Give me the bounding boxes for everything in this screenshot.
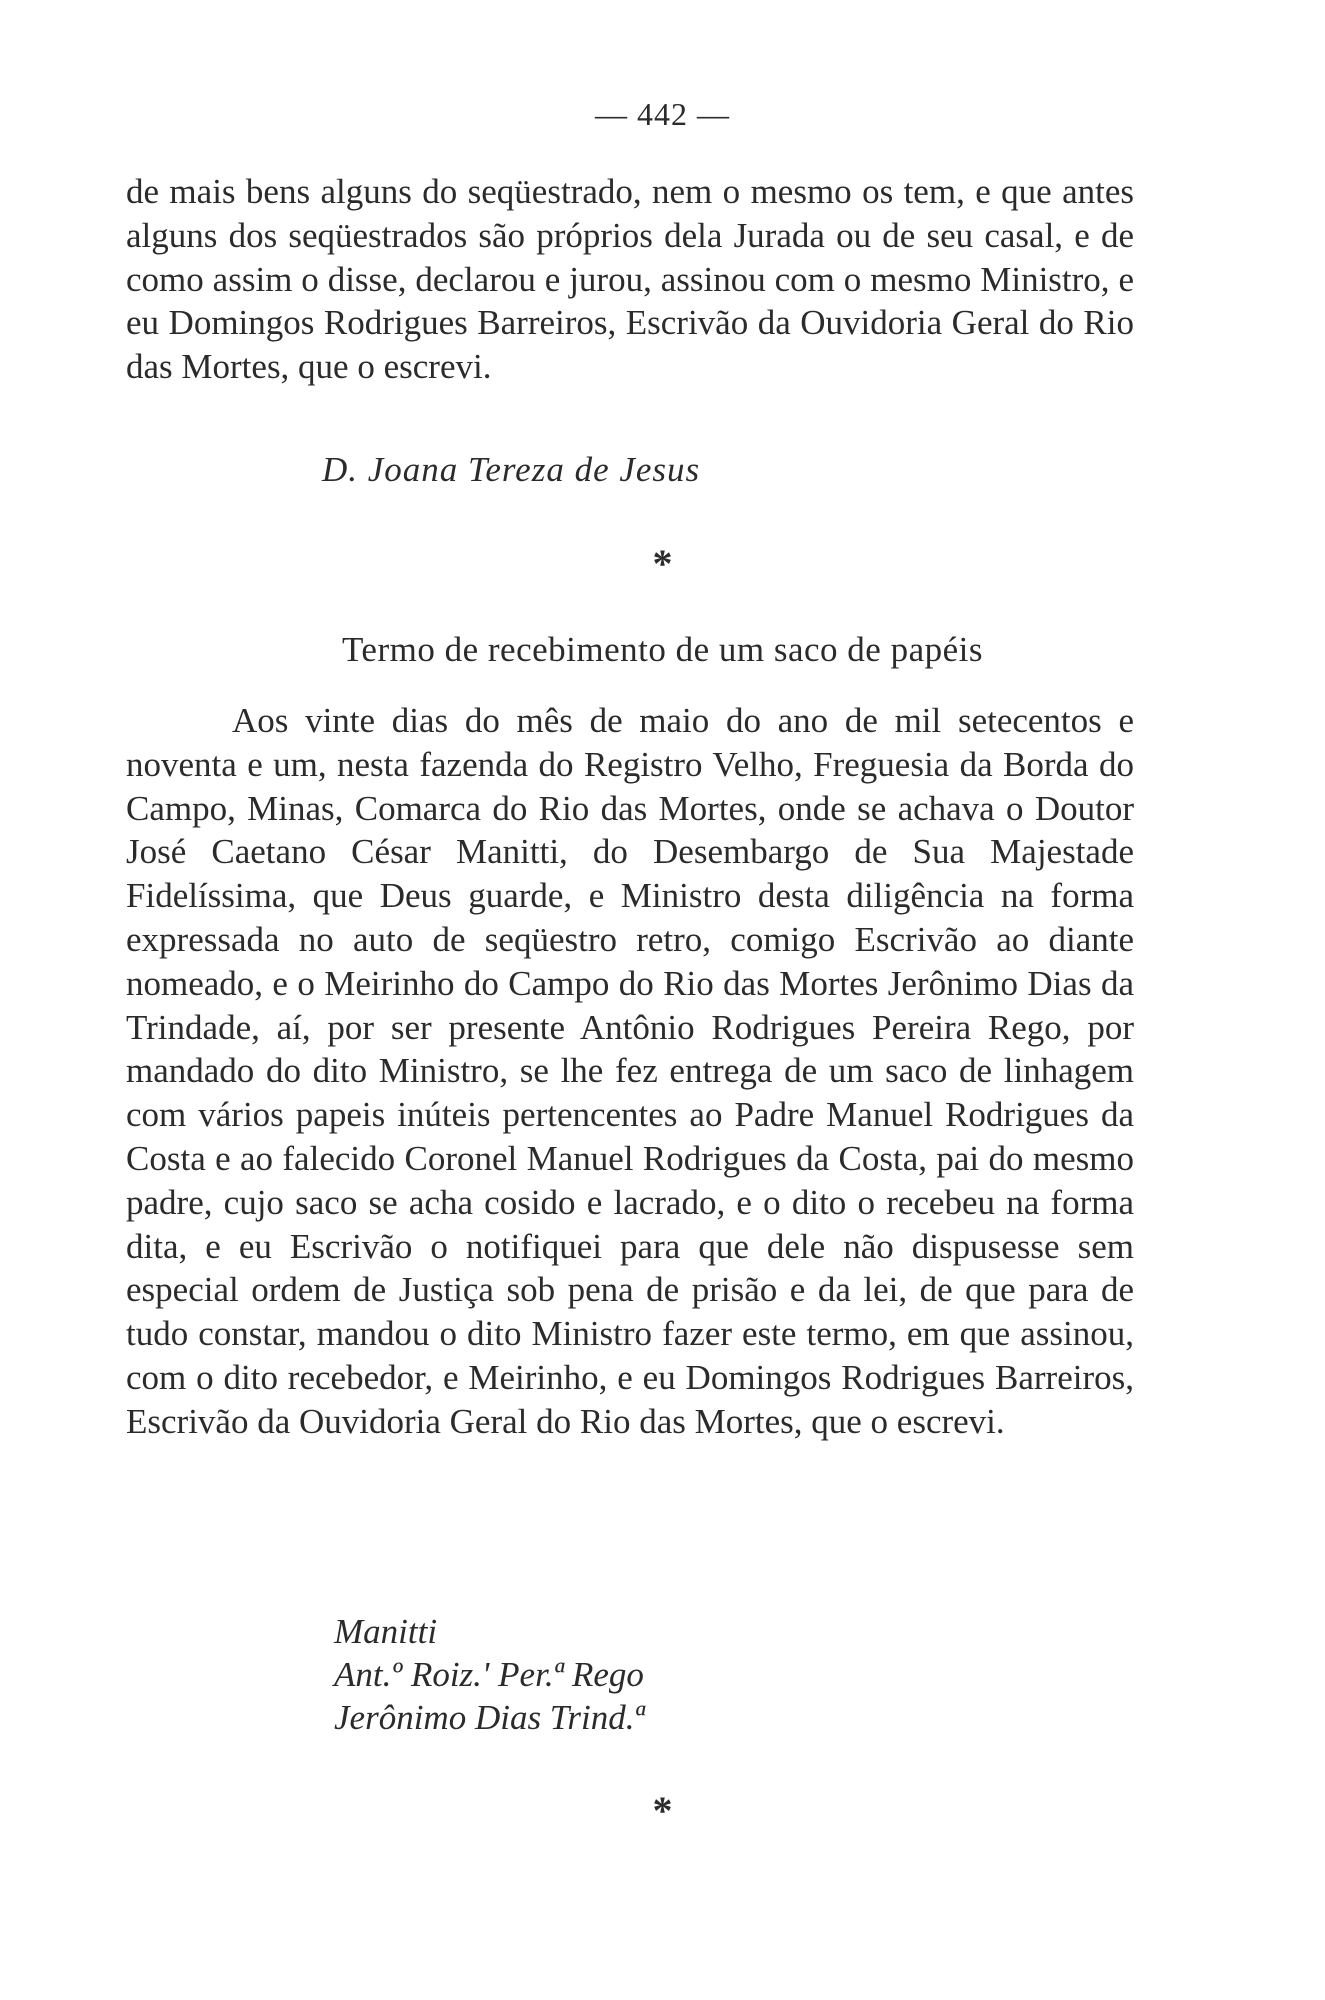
signature-jeronimo: Jerônimo Dias Trind.ª: [334, 1698, 645, 1737]
paragraph-2-text: Aos vinte dias do mês de maio do ano de mil setecentos e noventa e um, nesta fazenda do Registro Velho, Freguesia da Borda do Campo, Minas, Comarca do Rio das Mortes, onde se achava o Doutor José Caetano César Manitti, do Desembargo de Sua Majestade Fidelíssima, que Deus guarde, e Ministro desta diligência na forma expressada no auto de seqüestro retro, comigo Escrivão ao diante nomeado, e o Meirinho do Campo do Rio das Mortes Jerônimo Dias da Trindade, aí, por ser presente Antônio Rodrigues Pereira Rego, por mandado do dito Ministro, se lhe fez entrega de um saco de linhagem com vários papeis inúteis pertencentes ao Padre Manuel Rodrigues da Costa e ao falecido Coronel Manuel Rodrigues da Costa, pai do mesmo padre, cujo saco se acha cosido e lacrado, e o dito o recebeu na forma dita, e eu Escrivão o notifiquei para que dele não dispusesse sem especial ordem de Justiça sob pena de prisão e da lei, de que para de tudo constar, mandou o dito Ministro fazer este termo, em que assinou, com o dito recebedor, e Meirinho, e eu Domingos Rodrigues Barreiros, Escrivão da Ouvidoria Geral do Rio das Mortes, que o escrevi.: [126, 701, 1134, 1441]
signature-manitti: Manitti: [334, 1612, 438, 1651]
separator-asterisk-end: *: [652, 1788, 673, 1833]
paragraph-1-text: de mais bens alguns do seqüestrado, nem o mesmo os tem, e que antes alguns dos seqüestrados são próprios dela Jurada ou de seu casal, e de como assim o disse, declarou e jurou, assinou com o mesmo Ministro, e eu Domingos Rodrigues Barreiros, Escrivão da Ouvidoria Geral do Rio das Mortes, que o escrevi.: [126, 172, 1134, 387]
paragraph-continuation: [126, 170, 1134, 389]
section-title: Termo de recebimento de um saco de papéis: [342, 630, 983, 669]
signature-list: [334, 1610, 644, 1739]
separator-asterisk: *: [652, 541, 673, 586]
page-number: — 442 —: [595, 96, 730, 132]
signature-joana: D. Joana Tereza de Jesus: [322, 450, 701, 489]
signature-antonio: Ant.º Roiz.' Per.ª Rego: [334, 1655, 644, 1694]
paragraph-termo: [126, 699, 1134, 1444]
